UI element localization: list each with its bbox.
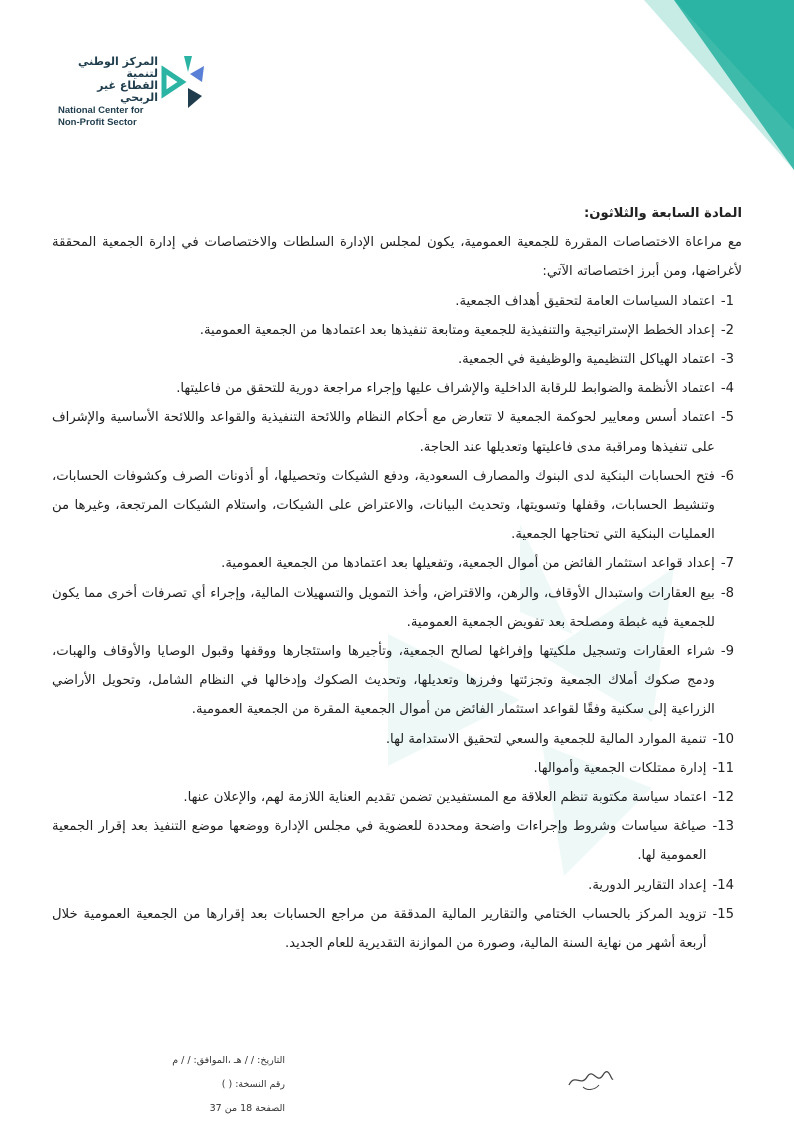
article-intro: مع مراعاة الاختصاصات المقررة للجمعية العمومية، يكون لمجلس الإدارة السلطات والاختصاصات في إدارة الجمعية المحققة لأغراضها، ومن أبرز اختصاصاته الآتي: [52, 235, 742, 280]
list-item-text: تزويد المركز بالحساب الختامي والتقارير المالية المدققة من مراجع الحسابات بعد إقرارها من الجمعية العمومية خلال أربعة أشهر من نهاية السنة المالية، وصورة من الموازنة التقديرية للعام الجديد. [52, 906, 707, 952]
list-item [52, 462, 742, 550]
list-item-number: 3- [720, 352, 734, 368]
list-item-text: صياغة سياسات وشروط وإجراءات واضحة ومحددة للعضوية في مجلس الإدارة ووضعها موضع التنفيذ بعد إقرار الجمعية العمومية لها. [52, 819, 707, 864]
list-item-number: 11- [712, 760, 734, 776]
corner-decoration [594, 0, 794, 170]
list-item [52, 812, 742, 870]
logo-text [58, 56, 158, 128]
list-item-text: فتح الحسابات البنكية لدى البنوك والمصارف السعودية، ودفع الشيكات وتحصيلها، أو أذونات الصرف وكشوفات الحسابات، وتنشيط الحسابات، وقفلها وتسويتها، وتحديث البيانات، والاعتراض على الشيكات، واستلام الشيكات المرتجعة، وغيرها من العمليات البنكية التي تحتاجها الجمعية. [52, 468, 715, 543]
page-footer [85, 1049, 285, 1121]
responsibilities-list [52, 287, 742, 959]
list-item [52, 783, 742, 812]
list-item-number: 7- [720, 556, 734, 572]
list-item-number: 5- [720, 410, 734, 426]
page-number: الصفحة 18 من 37 [209, 1103, 285, 1114]
list-item-text: اعتماد الأنظمة والضوابط للرقابة الداخلية والإشراف عليها وإجراء مراجعة دورية للتحقق من فاعليتها. [176, 381, 715, 397]
logo-arabic-line1: المركز الوطني لتنمية [78, 55, 158, 80]
list-item [52, 316, 742, 345]
list-item-text: إعداد التقارير الدورية. [588, 877, 707, 893]
list-item-text: اعتماد الهياكل التنظيمية والوظيفية في الجمعية. [457, 352, 715, 368]
list-item-number: 2- [720, 322, 734, 338]
list-item [52, 549, 742, 578]
logo-english-line1: National Center for [58, 105, 144, 116]
list-item-text: بيع العقارات واستبدال الأوقاف، والرهن، والاقتراض، وأخذ التمويل والتسهيلات المالية، وإجراء أي تصرفات أخرى مما يكون للجمعية فيه غبطة ومصلحة بعد تفويض الجمعية العمومية. [52, 585, 715, 630]
logo-english-line2: Non-Profit Sector [58, 117, 137, 128]
list-item [52, 345, 742, 374]
list-item-number: 12- [712, 790, 734, 806]
list-item-number: 14- [712, 877, 734, 893]
list-item-number: 6- [720, 468, 734, 484]
list-item-text: اعتماد أسس ومعايير لحوكمة الجمعية لا تتعارض مع أحكام النظام واللائحة التنفيذية والقواعد واللائحة الأساسية والإشراف على تنفيذها ومراقبة مدى فاعليتها وتعديلها عند الحاجة. [52, 410, 715, 455]
list-item-text: اعتماد السياسات العامة لتحقيق أهداف الجمعية. [455, 293, 715, 309]
list-item-number: 15- [712, 906, 734, 922]
article-heading: المادة السابعة والثلاثون: [583, 206, 742, 221]
list-item [52, 725, 742, 754]
list-item [52, 871, 742, 900]
list-item-number: 8- [720, 585, 734, 601]
list-item-number: 13- [712, 819, 734, 835]
list-item [52, 637, 742, 725]
organization-logo [58, 50, 218, 128]
copy-number: رقم النسخة: ( ) [221, 1079, 285, 1090]
handwritten-signature [565, 1065, 615, 1093]
logo-arabic-line2: القطاع غير الربحي [97, 79, 158, 104]
list-item [52, 287, 742, 316]
list-item-number: 10- [712, 731, 734, 747]
list-item-text: تنمية الموارد المالية للجمعية والسعي لتحقيق الاستدامة لها. [385, 731, 707, 747]
logo-mark-icon [158, 52, 208, 112]
list-item [52, 374, 742, 403]
list-item-text: اعتماد سياسة مكتوبة تنظم العلاقة مع المستفيدين تضمن تقديم العناية اللازمة لهم، والإعلان عنها. [183, 790, 707, 806]
list-item [52, 754, 742, 783]
list-item-number: 4- [720, 381, 734, 397]
list-item-text: إعداد الخطط الإستراتيجية والتنفيذية للجمعية ومتابعة تنفيذها بعد اعتمادها من الجمعية العمومية. [199, 322, 715, 338]
list-item-number: 9- [720, 644, 734, 660]
list-item-number: 1- [720, 293, 734, 309]
list-item [52, 900, 742, 958]
date-line: التاريخ: / / هـ ،الموافق: / / م [172, 1055, 285, 1066]
list-item-text: شراء العقارات وتسجيل ملكيتها وإفراغها لصالح الجمعية، وتأجيرها واستئجارها ووقفها وقبول الوصايا والأوقاف والهبات، ودمج صكوك أملاك الجمعية وتجزئتها وفرزها وتعديلها، وتحديث الصكوك وإدخالها في النظام الشامل، وتحويل الأراضي الزراعية إلى سكنية وفقًا لقواعد استثمار الفائض من أموال الجمعية المقرة من الجمعية العمومية. [52, 644, 715, 718]
article-body [52, 199, 742, 958]
list-item [52, 579, 742, 637]
list-item [52, 403, 742, 461]
list-item-text: إعداد قواعد استثمار الفائض من أموال الجمعية، وتفعيلها بعد اعتمادها من الجمعية العمومية. [221, 556, 715, 572]
list-item-text: إدارة ممتلكات الجمعية وأموالها. [533, 760, 707, 776]
